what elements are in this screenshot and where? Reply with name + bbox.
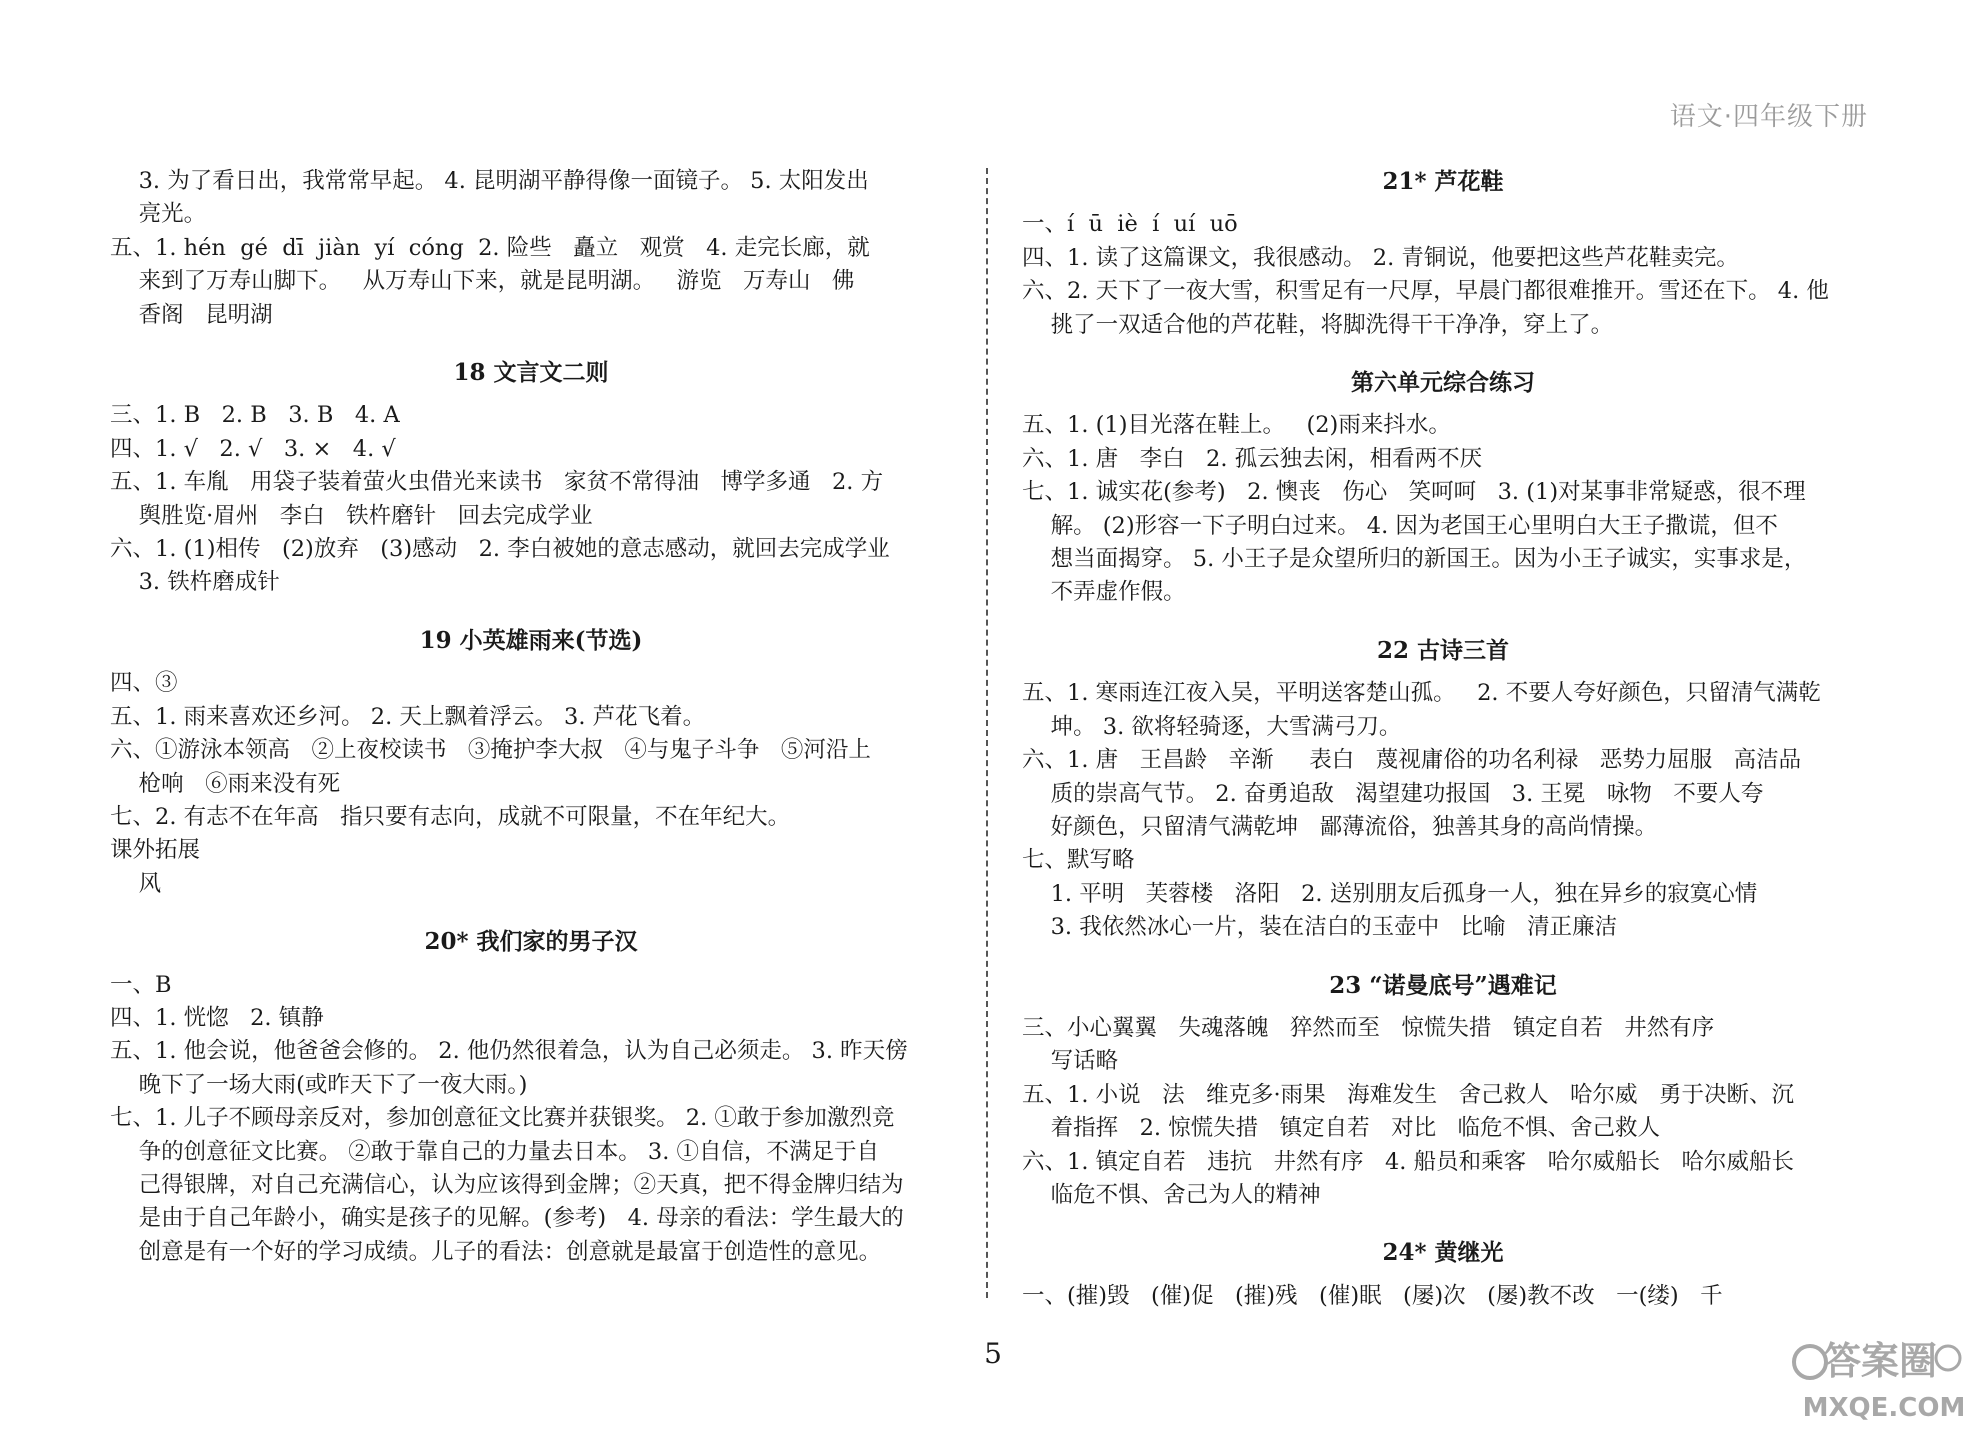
column-divider	[986, 168, 988, 1298]
answer-line: 是由于自己年龄小，确实是孩子的见解。(参考) 4. 母亲的看法：学生最大的	[110, 1205, 904, 1232]
answer-section	[1022, 634, 1864, 945]
watermark-subtext: MXQE.COM	[1802, 1393, 1966, 1423]
answer-line: 1. 平明 芙蓉楼 洛阳 2. 送别朋友后孤身一人，独在异乡的寂寞心情	[1022, 880, 1758, 907]
section-title: 24* 黄继光	[1382, 1239, 1504, 1267]
answer-line: 3. 铁杵磨成针	[110, 569, 280, 596]
section-title: 22 古诗三首	[1376, 636, 1509, 664]
answer-line: 一、í ū iè í uí uō	[1022, 211, 1238, 238]
answer-line: 质的崇高气节。 2. 奋勇追敌 渴望建功报国 3. 王冕 咏物 不要人夸	[1022, 780, 1764, 807]
answer-section	[110, 356, 952, 600]
answer-line: 己得银牌，对自己充满信心，认为应该得到金牌；②天真，把不得金牌归结为	[110, 1171, 904, 1198]
page-number: 5	[984, 1337, 1002, 1370]
answer-section	[110, 165, 952, 332]
answer-line: 写话略	[1022, 1048, 1119, 1075]
answer-line: 临危不惧、舍己为人的精神	[1022, 1181, 1321, 1208]
answer-line: 风	[110, 870, 162, 897]
answer-line: 四、1. 恍惚 2. 镇静	[110, 1004, 324, 1031]
answer-line: 五、1. 寒雨连江夜入吴，平明送客楚山孤。 2. 不要人夸好颜色，只留清气满乾	[1022, 680, 1821, 707]
section-title: 第六单元综合练习	[1351, 369, 1535, 397]
answer-line: 七、1. 诚实花(参考) 2. 懊丧 伤心 笑呵呵 3. (1)对某事非常疑惑，很不理	[1022, 479, 1806, 506]
section-title: 19 小英雄雨来(节选)	[419, 626, 643, 654]
answer-line: 五、1. (1)目光落在鞋上。 (2)雨来抖水。	[1022, 412, 1451, 439]
right-column	[1022, 165, 1864, 1313]
header-title: 语文·四年级下册	[1669, 102, 1868, 132]
answer-line: 课外拓展	[110, 837, 201, 864]
answer-line: 香阁 昆明湖	[110, 301, 273, 328]
answer-section	[1022, 366, 1864, 610]
section-title: 21* 芦花鞋	[1382, 168, 1504, 195]
answer-line: 坤。 3. 欲将轻骑逐，大雪满弓刀。	[1022, 713, 1402, 740]
answer-line: 解。 (2)形容一下子明白过来。 4. 因为老国王心里明白大王子撒谎，但不	[1022, 512, 1778, 539]
answer-section	[1022, 969, 1864, 1213]
answer-line: 三、1. B 2. B 3. B 4. A	[110, 402, 400, 429]
answer-section	[110, 624, 952, 901]
section-title: 23 “诺曼底号”遇难记	[1329, 971, 1557, 999]
answer-line: 六、1. 唐 王昌龄 辛渐 表白 蔑视庸俗的功名利禄 恶势力屈服 高洁品	[1022, 747, 1802, 774]
left-column	[110, 165, 952, 1269]
answer-line: 六、①游泳本领高 ②上夜校读书 ③掩护李大叔 ④与鬼子斗争 ⑤河沿上	[110, 737, 871, 764]
answer-line: 不弄虚作假。	[1022, 579, 1186, 606]
answer-line: 六、1. 镇定自若 违抗 井然有序 4. 船员和乘客 哈尔威船长 哈尔威船长	[1022, 1148, 1795, 1175]
answer-line: 枪响 ⑥雨来没有死	[110, 770, 341, 797]
answer-line: 五、1. 小说 法 维克多·雨果 海难发生 舍己救人 哈尔威 勇于决断、沉	[1022, 1081, 1795, 1108]
answer-line: 晚下了一场大雨(或昨天下了一夜大雨。)	[110, 1071, 528, 1098]
answer-line: 3. 我依然冰心一片，装在洁白的玉壶中 比喻 清正廉洁	[1022, 914, 1618, 941]
answer-line: 七、默写略	[1022, 847, 1135, 874]
answer-line: 一、B	[110, 971, 172, 998]
answer-line: 四、③	[110, 670, 178, 697]
answer-line: 创意是有一个好的学习成绩。儿子的看法：创意就是最富于创造性的意见。	[110, 1238, 882, 1265]
answer-line: 六、1. (1)相传 (2)放弃 (3)感动 2. 李白被她的意志感动，就回去完成学业	[110, 536, 890, 563]
answer-section	[1022, 1236, 1864, 1313]
answer-line: 争的创意征文比赛。 ②敢于靠自己的力量去日本。 3. ①自信，不满足于自	[110, 1138, 880, 1165]
section-title: 18 文言文二则	[453, 359, 609, 387]
answer-line: 舆胜览·眉州 李白 铁杵磨针 回去完成学业	[110, 502, 593, 529]
answer-line: 四、1. 读了这篇课文，我很感动。 2. 青铜说，他要把这些芦花鞋卖完。	[1022, 244, 1739, 271]
answer-line: 五、1. 车胤 用袋子装着萤火虫借光来读书 家贫不常得油 博学多通 2. 方	[110, 469, 884, 496]
answer-line: 亮光。	[110, 201, 207, 228]
answer-line: 七、1. 儿子不顾母亲反对，参加创意征文比赛并获银奖。 2. ①敢于参加激烈竞	[110, 1105, 895, 1132]
answer-line: 三、小心翼翼 失魂落魄 猝然而至 惊慌失措 镇定自若 井然有序	[1022, 1014, 1715, 1041]
answer-line: 挑了一双适合他的芦花鞋，将脚洗得干干净净，穿上了。	[1022, 311, 1614, 338]
answer-line: 五、1. hén gé dī jiàn yí cóng 2. 险些 矗立 观赏 4. 走完长廊，就	[110, 234, 870, 261]
answer-line: 六、2. 天下了一夜大雪，积雪足有一尺厚，早晨门都很难推开。雪还在下。 4. 他	[1022, 278, 1829, 305]
answer-line: 想当面揭穿。 5. 小王子是众望所归的新国王。因为小王子诚实，实事求是，	[1022, 546, 1807, 573]
answer-line: 七、2. 有志不在年高 指只要有志向，成就不可限量，不在年纪大。	[110, 803, 791, 830]
watermark-logo	[1788, 1328, 1968, 1428]
answer-line: 3. 为了看日出，我常常早起。 4. 昆明湖平静得像一面镜子。 5. 太阳发出	[110, 168, 869, 194]
answer-line: 五、1. 他会说，他爸爸会修的。 2. 他仍然很着急，认为自己必须走。 3. 昨天傍	[110, 1038, 908, 1065]
answer-section	[110, 925, 952, 1269]
answer-line: 五、1. 雨来喜欢还乡河。 2. 天上飘着浮云。 3. 芦花飞着。	[110, 703, 706, 730]
answer-line: 着指挥 2. 惊慌失措 镇定自若 对比 临危不惧、舍己救人	[1022, 1115, 1661, 1142]
section-title: 20* 我们家的男子汉	[424, 928, 638, 956]
answer-section	[1022, 165, 1864, 342]
answer-line: 一、(摧)毁 (催)促 (摧)残 (催)眠 (屡)次 (屡)教不改 一(缕) 千	[1022, 1282, 1723, 1309]
answer-line: 六、1. 唐 李白 2. 孤云独去闲，相看两不厌	[1022, 445, 1483, 472]
watermark-text: 答案圈	[1822, 1339, 1938, 1383]
answer-line: 好颜色，只留清气满乾坤 鄙薄流俗，独善其身的高尚情操。	[1022, 813, 1658, 840]
answer-line: 来到了万寿山脚下。 从万寿山下来，就是昆明湖。 游览 万寿山 佛	[110, 268, 855, 295]
answer-line: 四、1. √ 2. √ 3. × 4. √	[110, 435, 396, 462]
